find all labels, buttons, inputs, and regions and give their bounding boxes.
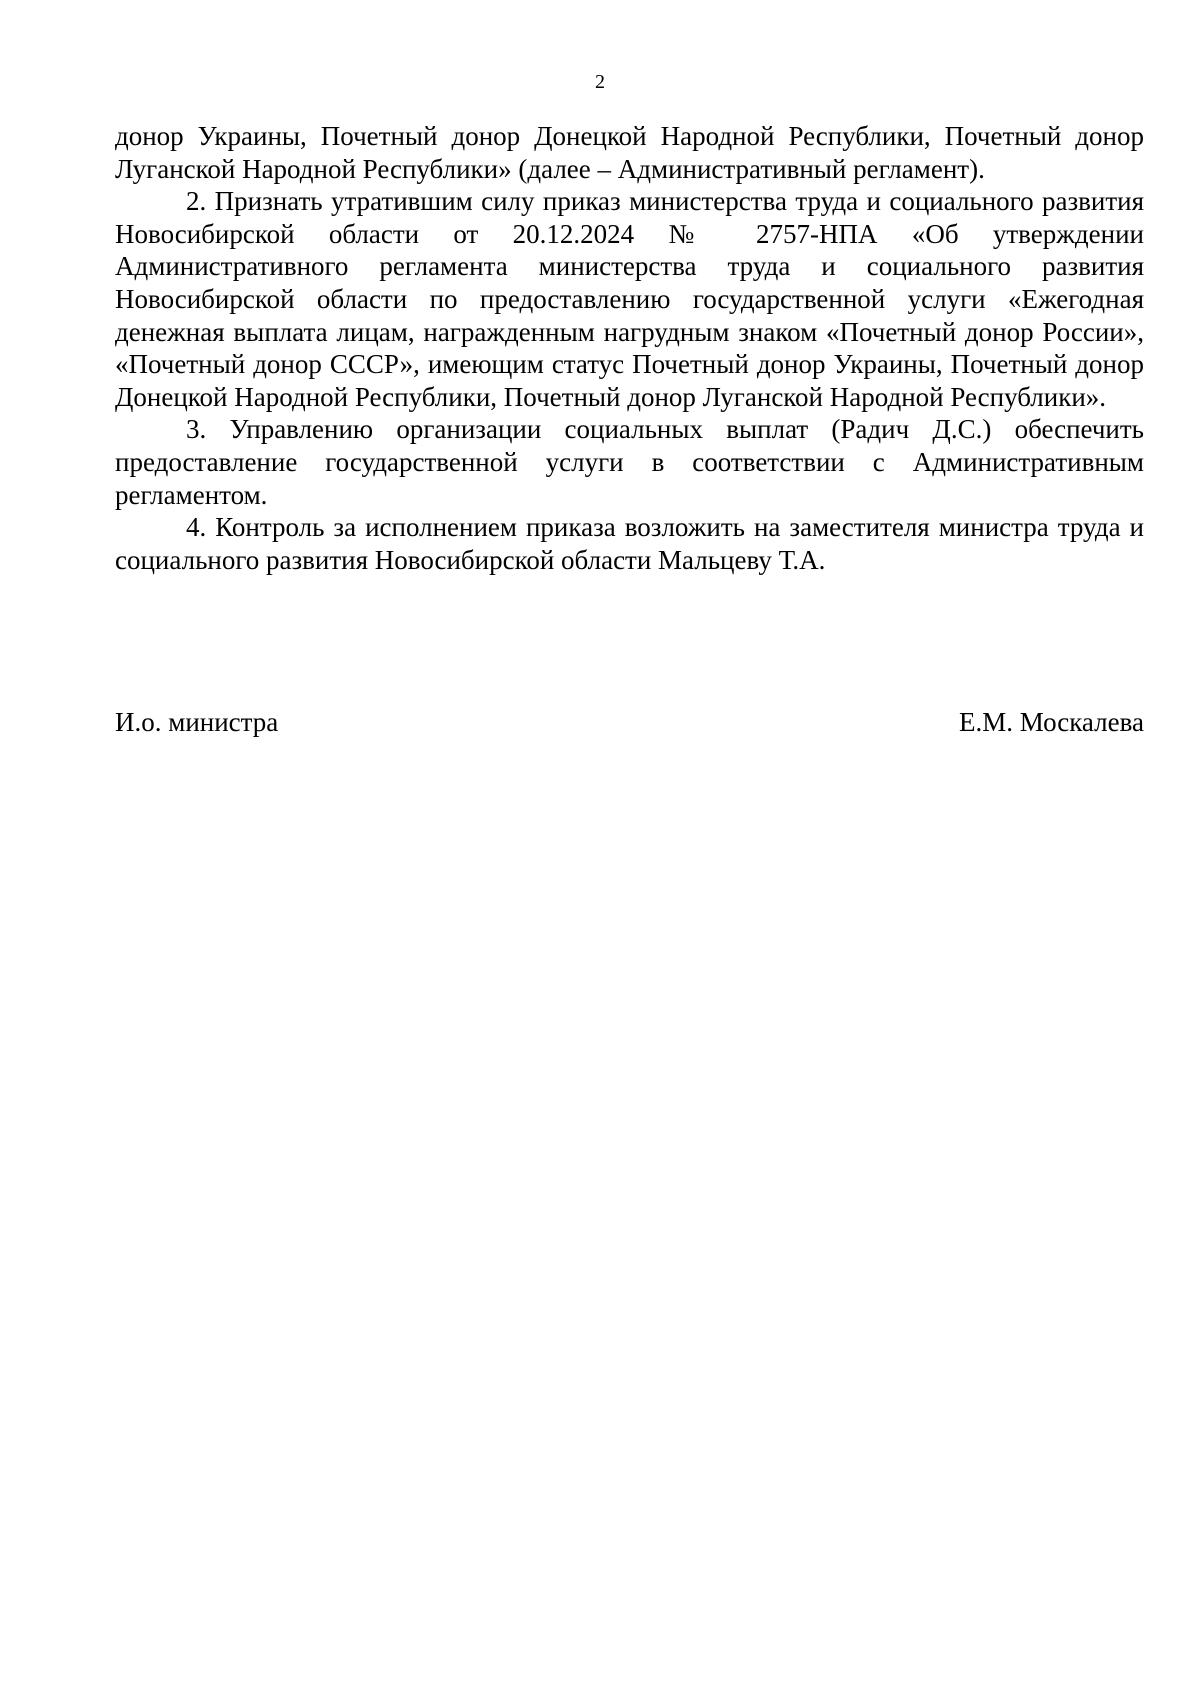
page-number: 2 [595,71,605,93]
signatory-position: И.о. министра [115,707,279,737]
signatory-name: Е.М. Москалева [958,707,1144,737]
paragraph-item-4: 4. Контроль за исполнением приказа возложить на заместителя министра труда и социального развития Новосибирской области Мальцеву Т.А. [115,512,1144,575]
signature-block [115,706,1144,738]
document-body [115,120,1144,576]
paragraph-continuation: донор Украины, Почетный донор Донецкой Народной Республики, Почетный донор Луганской Народной Республики» (далее – Административный регламент). [115,121,1144,184]
paragraph-item-3: 3. Управлению организации социальных выплат (Радич Д.С.) обеспечить предоставление государственной услуги в соответствии с Административным регламентом. [115,414,1144,510]
paragraph-item-2: 2. Признать утратившим силу приказ министерства труда и социального развития Новосибирской области от 20.12.2024 № 2757-НПА «Об утверждении Административного регламента министерства труда и социального развития Новосибирской области по предоставлению государственной услуги «Ежегодная денежная выплата лицам, награжденным нагрудным знаком «Почетный донор России», «Почетный донор СССР», имеющим статус Почетный донор Украины, Почетный донор Донецкой Народной Республики, Почетный донор Луганской Народной Республики». [115,186,1144,412]
